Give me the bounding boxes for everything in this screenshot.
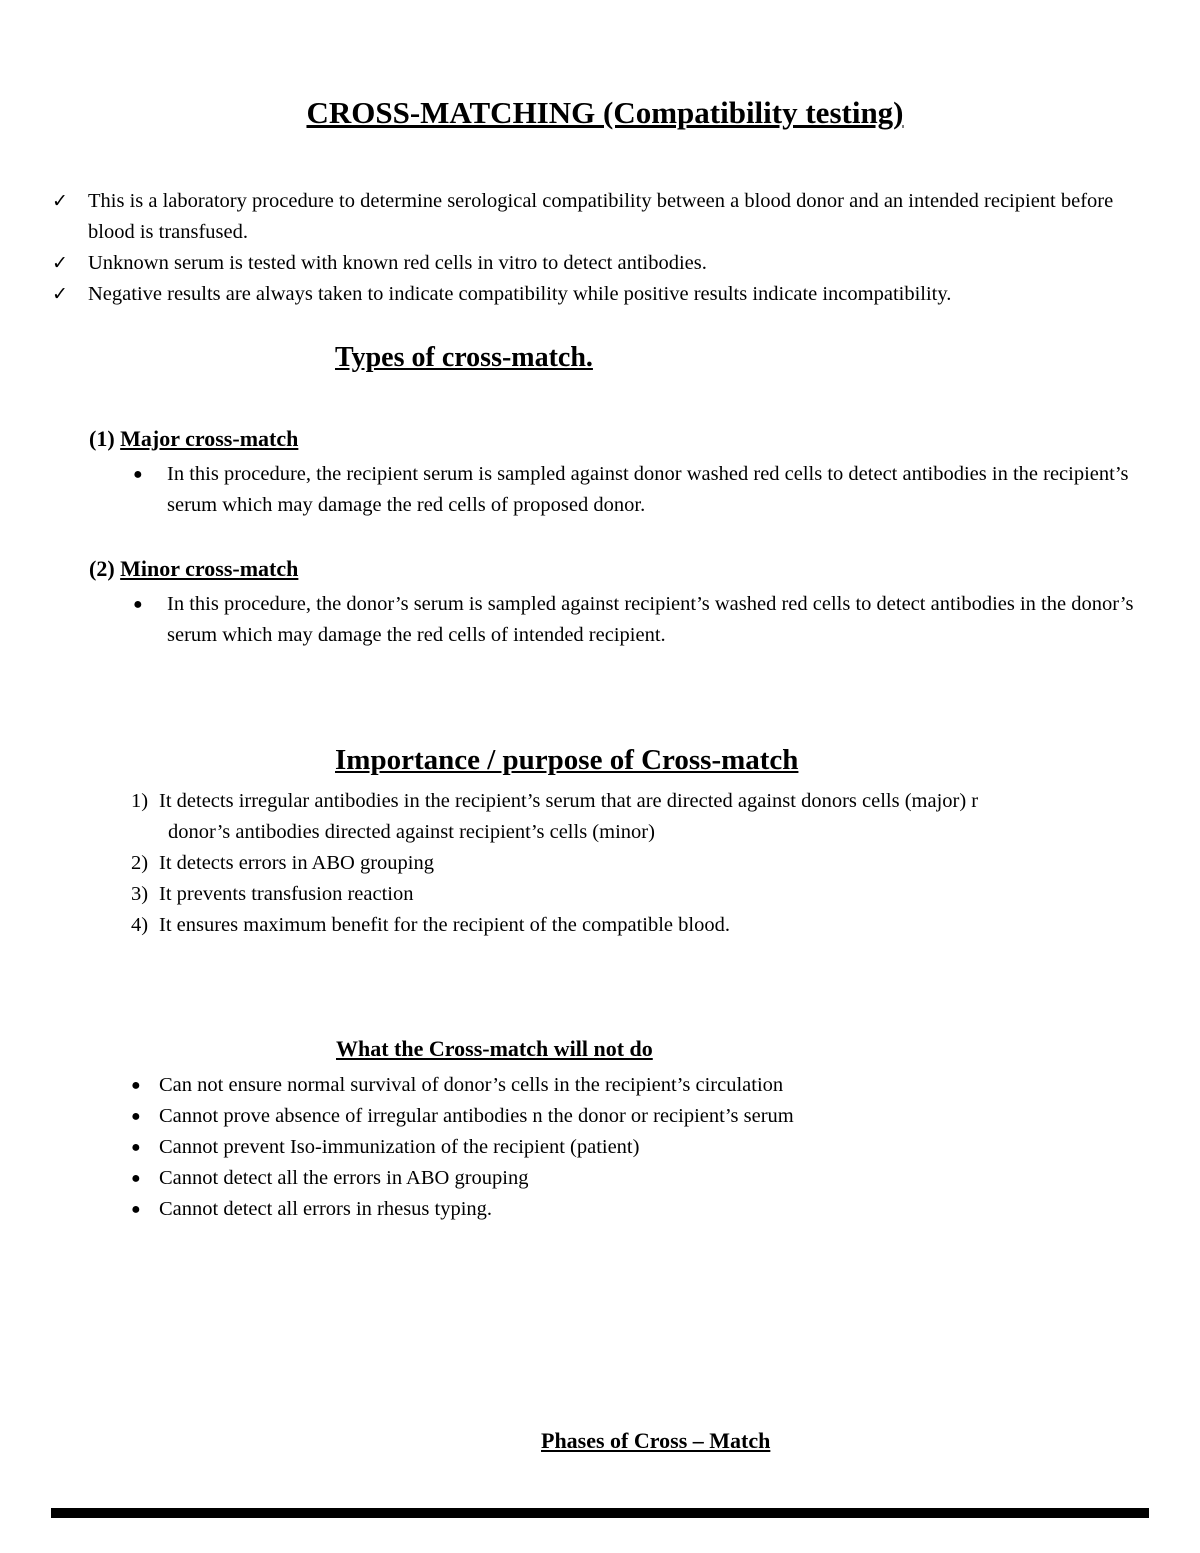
limitation-item <box>131 1070 1131 1101</box>
bullet-icon: ● <box>131 1201 141 1218</box>
limitation-text: Cannot detect all the errors in ABO grouping <box>159 1167 529 1189</box>
importance-item <box>131 786 1131 848</box>
limitation-text: Cannot prove absence of irregular antibodies n the donor or recipient’s serum <box>159 1105 794 1127</box>
limitation-item <box>131 1132 1131 1163</box>
bullet-icon: ● <box>131 1139 141 1156</box>
item-number: 4) <box>131 914 149 936</box>
item-number: 2) <box>131 852 149 874</box>
item-text: It detects errors in ABO grouping <box>159 852 434 874</box>
minor-crossmatch-description <box>133 589 1157 651</box>
importance-item <box>131 910 1131 941</box>
bullet-icon: ● <box>133 596 143 613</box>
minor-text: In this procedure, the donor’s serum is sampled against recipient’s washed red cells to detect antibodies in the donor’s serum which may damage the red cells of intended recipient. <box>167 593 1134 646</box>
checkmark-icon: ✓ <box>52 191 68 212</box>
bullet-icon: ● <box>131 1108 141 1125</box>
importance-item <box>131 848 1131 879</box>
major-number: (1) <box>89 426 115 451</box>
importance-list <box>131 786 1131 941</box>
major-text: In this procedure, the recipient serum is sampled against donor washed red cells to detect antibodies in the recipient’s serum which may damage the red cells of proposed donor. <box>167 463 1129 516</box>
minor-crossmatch-heading <box>89 556 298 582</box>
bullet-icon: ● <box>131 1170 141 1187</box>
item-text: It detects irregular antibodies in the recipient’s serum that are directed against donors cells (major) r <box>159 790 979 812</box>
limitation-text: Can not ensure normal survival of donor’s cells in the recipient’s circulation <box>159 1074 784 1096</box>
check-list-item <box>52 186 1152 248</box>
check-list-item <box>52 279 1152 310</box>
item-text: It prevents transfusion reaction <box>159 883 414 905</box>
importance-heading: Importance / purpose of Cross-match <box>335 744 799 776</box>
minor-number: (2) <box>89 556 115 581</box>
major-crossmatch-heading <box>89 426 298 452</box>
page-bottom-rule <box>51 1508 1149 1518</box>
check-item-text: This is a laboratory procedure to determine serological compatibility between a blood donor and an intended recipient before blood is transfused. <box>88 190 1114 243</box>
limitation-item <box>131 1101 1131 1132</box>
check-item-text: Negative results are always taken to indicate compatibility while positive results indicate incompatibility. <box>88 283 952 305</box>
page-title: CROSS-MATCHING (Compatibility testing) <box>306 95 904 130</box>
check-item-text: Unknown serum is tested with known red cells in vitro to detect antibodies. <box>88 252 707 274</box>
major-label: Major cross-match <box>120 426 299 451</box>
checkmark-icon: ✓ <box>52 253 68 274</box>
limitations-heading: What the Cross-match will not do <box>336 1036 653 1061</box>
item-number: 1) <box>131 790 149 812</box>
minor-label: Minor cross-match <box>120 556 299 581</box>
limitation-text: Cannot detect all errors in rhesus typing. <box>159 1198 493 1220</box>
check-list-item <box>52 248 1152 279</box>
bullet-icon: ● <box>131 1077 141 1094</box>
item-text-continued: donor’s antibodies directed against recipient’s cells (minor) <box>168 821 655 843</box>
limitation-item <box>131 1194 1131 1225</box>
bullet-icon: ● <box>133 466 143 483</box>
limitation-item <box>131 1163 1131 1194</box>
item-number: 3) <box>131 883 149 905</box>
types-heading: Types of cross-match. <box>335 342 593 373</box>
intro-checklist <box>52 186 1152 310</box>
checkmark-icon: ✓ <box>52 284 68 305</box>
limitation-text: Cannot prevent Iso-immunization of the recipient (patient) <box>159 1136 640 1158</box>
importance-item <box>131 879 1131 910</box>
phases-heading: Phases of Cross – Match <box>541 1428 771 1453</box>
item-text: It ensures maximum benefit for the recipient of the compatible blood. <box>159 914 730 936</box>
limitations-list <box>131 1070 1131 1225</box>
major-crossmatch-description <box>133 459 1157 521</box>
